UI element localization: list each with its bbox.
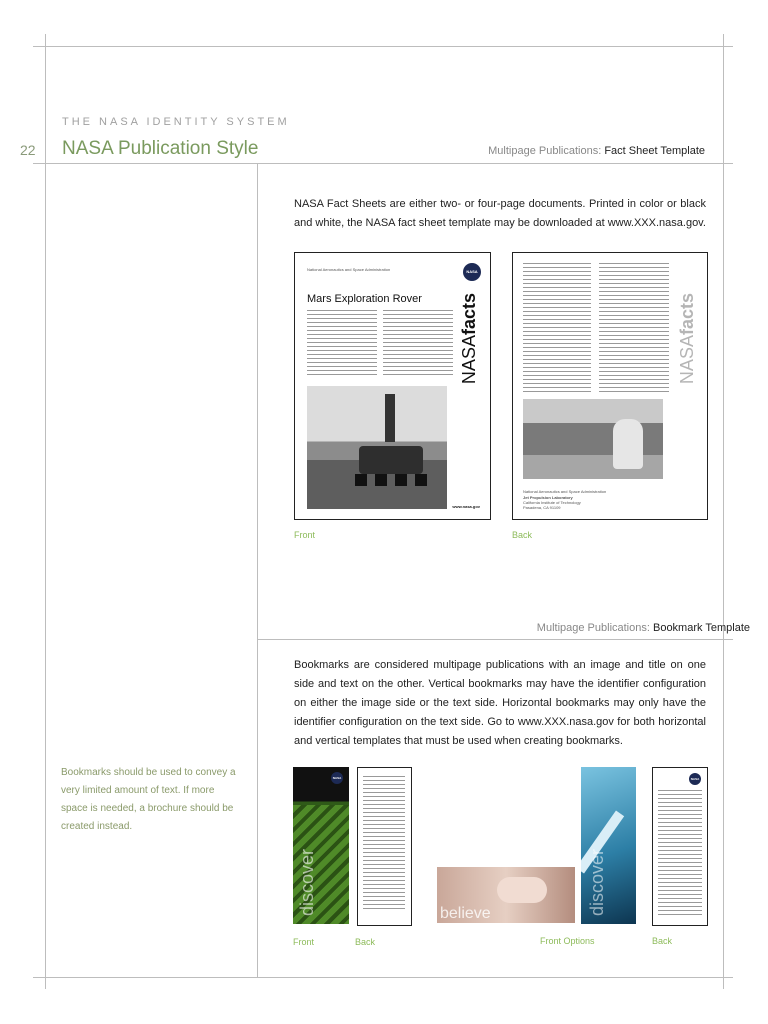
front-text-col-2 [383, 310, 453, 376]
bookmark-back-caption-2: Back [652, 936, 673, 946]
header-rule [33, 163, 733, 164]
fact-sheet-heading-title: Fact Sheet Template [604, 145, 705, 157]
bookmark-heading-prefix: Multipage Publications: [536, 622, 650, 634]
back-brand-bold: facts [677, 293, 697, 336]
page-number: 22 [20, 142, 36, 158]
bookmark-description: Bookmarks are considered multipage publications with an image and title on one side and text on the other. Vertical bookmarks may have the identifier configuration on either the image side or the text side. Horizontal bookmarks may only have the identifier configuration on the text side. Go to www.XXX.nasa.gov for both horizontal and vertical templates that must be used when creating bookmarks. [294, 659, 706, 747]
bookmark-seal-icon-2: NASA [689, 773, 701, 785]
front-brand-light: NASA [459, 335, 479, 385]
column-rule [257, 163, 258, 978]
back-text-col-2 [599, 263, 669, 393]
rover-mast [385, 394, 395, 442]
bookmark-word-believe: believe [440, 905, 491, 922]
bookmark-front-options-caption: Front Options [540, 936, 595, 946]
front-url: www.nasa.gov [452, 504, 480, 509]
bookmark-seal-icon-1: NASA [331, 772, 343, 784]
bookmark-front-green [293, 767, 349, 924]
astronaut-photo [523, 399, 663, 479]
astronaut-figure [613, 419, 643, 469]
bottom-rule [33, 977, 733, 978]
baby-hand-shape [497, 877, 547, 903]
kicker: THE NASA IDENTITY SYSTEM [62, 116, 290, 128]
fact-sheet-front-caption: Front [294, 530, 316, 540]
bookmark-word-discover-2: discover [587, 849, 607, 917]
bookmark-heading [537, 622, 750, 634]
fact-sheet-front [294, 252, 491, 520]
rover-photo [307, 386, 447, 509]
back-footer-2: Jet Propulsion Laboratory [523, 495, 573, 500]
bookmark-front-caption: Front [293, 937, 315, 947]
back-footer-4: Pasadena, CA 91109 [523, 505, 561, 510]
rover-wheels [355, 474, 429, 486]
sidebar-note: Bookmarks should be used to convey a very limited amount of text. If more space is needed, a brochure should be created instead. [61, 767, 236, 832]
fact-sheet-back-caption: Back [512, 530, 533, 540]
left-rule [45, 34, 46, 989]
bookmark-horizontal-believe [437, 867, 575, 923]
front-brand-wordmark [459, 293, 480, 384]
back-footer-1: National Aeronautics and Space Administration [523, 489, 607, 494]
page-title: NASA Publication Style [62, 138, 259, 159]
top-rule [33, 46, 733, 47]
section-rule [257, 639, 733, 640]
back-text-col-1 [523, 263, 591, 393]
right-rule [723, 34, 724, 989]
bookmark-back-lines-1 [363, 776, 405, 912]
back-brand-wordmark [677, 293, 698, 384]
fact-sheet-description: NASA Fact Sheets are either two- or four-page documents. Printed in color or black and white, the NASA fact sheet template may be downloaded at www.XXX.nasa.gov. [294, 198, 706, 229]
rover-body [359, 446, 423, 474]
nasa-seal-icon: NASA [463, 263, 481, 281]
fact-sheet-heading [488, 145, 705, 157]
bookmark-back-2 [652, 767, 708, 926]
bookmark-heading-title: Bookmark Template [652, 622, 750, 634]
front-headline: Mars Exploration Rover [307, 293, 422, 305]
bookmark-back-lines-2 [658, 790, 702, 918]
fact-sheet-heading-prefix: Multipage Publications: [488, 145, 602, 157]
front-text-col-1 [307, 310, 377, 376]
front-brand-bold: facts [459, 293, 479, 336]
front-agency-line: National Aeronautics and Space Administration [307, 267, 391, 272]
back-footer-3: California Institute of Technology [523, 500, 581, 505]
back-brand-light: NASA [677, 335, 697, 385]
bookmark-back-caption: Back [355, 937, 376, 947]
fact-sheet-back [512, 252, 708, 520]
bookmark-front-blue [581, 767, 636, 924]
bookmark-back-1 [357, 767, 412, 926]
bookmark-word-discover-1: discover [297, 849, 317, 917]
